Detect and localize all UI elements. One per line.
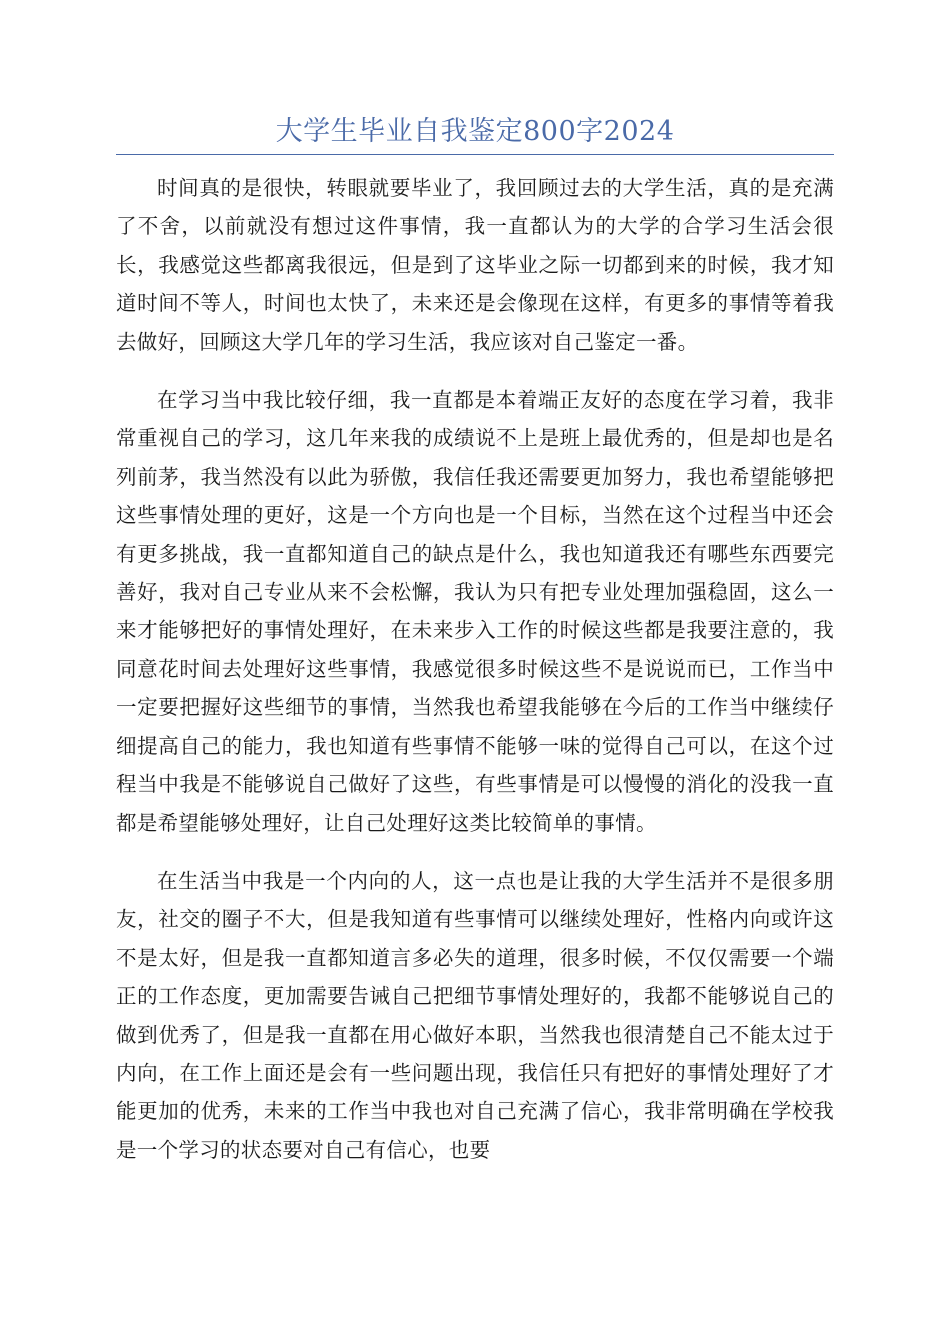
paragraph-3: 在生活当中我是一个内向的人，这一点也是让我的大学生活并不是很多朋友，社交的圈子不大，但是我知道有些事情可以继续处理好，性格内向或许这不是太好，但是我一直都知道言多必失的道理，很多时候，不仅仅需要一个端正的工作态度，更加需要告诫自己把细节事情处理好的，我都不能够说自己的做到优秀了，但是我一直都在用心做好本职，当然我也很清楚自己不能太过于内向，在工作上面还是会有一些问题出现，我信任只有把好的事情处理好了才能更加的优秀，未来的工作当中我也对自己充满了信心，我非常明确在学校我是一个学习的状态要对自己有信心，也要 (116, 868, 834, 1162)
paragraph-2: 在学习当中我比较仔细，我一直都是本着端正友好的态度在学习着，我非常重视自己的学习，这几年来我的成绩说不上是班上最优秀的，但是却也是名列前茅，我当然没有以此为骄傲，我信任我还需要更加努力，我也希望能够把这些事情处理的更好，这是一个方向也是一个目标，当然在这个过程当中还会有更多挑战，我一直都知道自己的缺点是什么，我也知道我还有哪些东西要完善好，我对自己专业从来不会松懈，我认为只有把专业处理加强稳固，这么一来才能够把好的事情处理好，在未来步入工作的时候这些都是我要注意的，我同意花时间去处理好这些事情，我感觉很多时候这些不是说说而已，工作当中一定要把握好这些细节的事情，当然我也希望我能够在今后的工作当中继续仔细提高自己的能力，我也知道有些事情不能够一味的觉得自己可以，在这个过程当中我是不能够说自己做好了这些，有些事情是可以慢慢的消化的没我一直都是希望能够处理好，让自己处理好这类比较简单的事情。 (116, 388, 834, 835)
title-underline (116, 154, 834, 155)
paragraph-1: 时间真的是很快，转眼就要毕业了，我回顾过去的大学生活，真的是充满了不舍，以前就没有想过这件事情，我一直都认为的大学的合学习生活会很长，我感觉这些都离我很远，但是到了这毕业之际一切都到来的时候，我才知道时间不等人，时间也太快了，未来还是会像现在这样，有更多的事情等着我去做好，回顾这大学几年的学习生活，我应该对自己鉴定一番。 (116, 176, 834, 354)
document-title: 大学生毕业自我鉴定800字2024 (275, 116, 675, 147)
document-page (116, 112, 834, 1189)
